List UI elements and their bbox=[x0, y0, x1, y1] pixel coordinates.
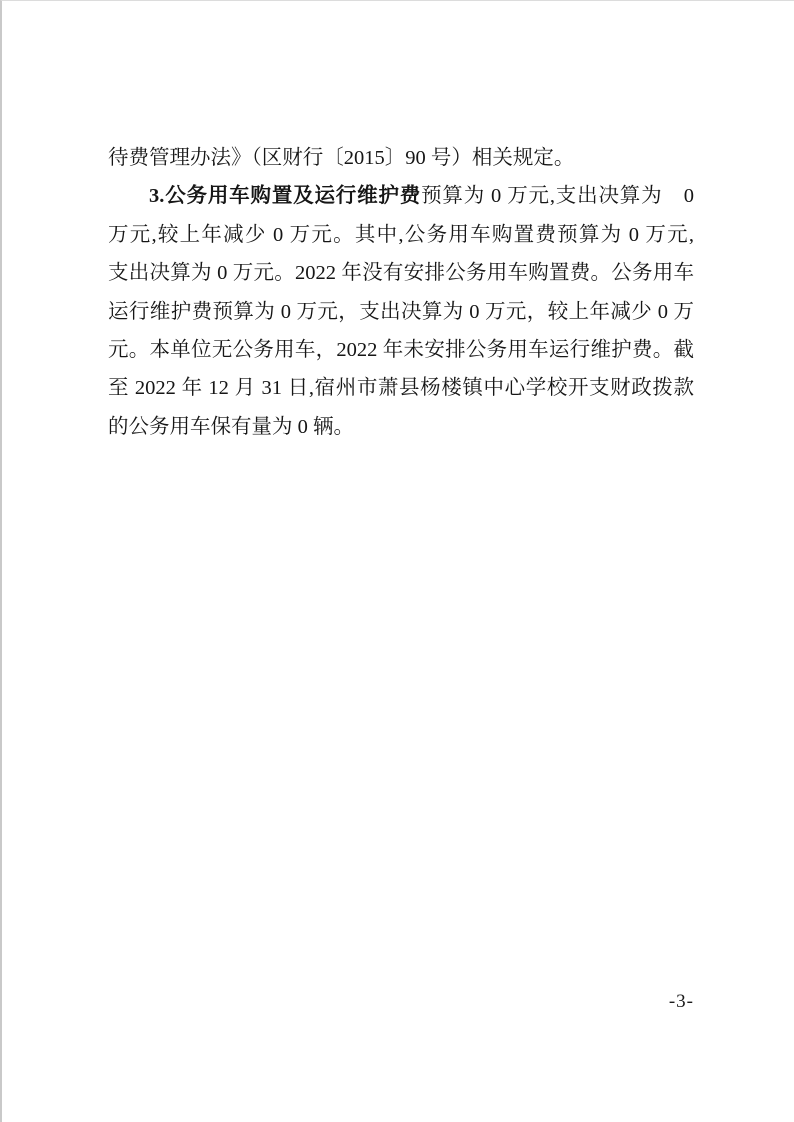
paragraph-2-line-1-text: 预算为 0 万元,支出决算为 0 bbox=[421, 185, 695, 208]
document-body bbox=[108, 139, 694, 446]
section-3-heading: 3.公务用车购置及运行维护费 bbox=[149, 185, 422, 208]
paragraph-2-line-2: 万元,较上年减少 0 万元。其中,公务用车购置费预算为 0 万元, bbox=[108, 223, 694, 246]
paragraph-2-line-6: 至 2022 年 12 月 31 日,宿州市萧县杨楼镇中心学校开支财政拨款 bbox=[108, 377, 694, 400]
paragraph-2-line-3: 支出决算为 0 万元。2022 年没有安排公务用车购置费。公务用车 bbox=[108, 262, 694, 285]
paragraph-2-line-7: 的公务用车保有量为 0 辆。 bbox=[108, 415, 354, 438]
paragraph-2-line-1 bbox=[108, 177, 694, 215]
paragraph-2-line-5: 元。本单位无公务用车，2022 年未安排公务用车运行维护费。截 bbox=[108, 338, 694, 361]
paragraph-1-tail: 待费管理办法》（区财行〔2015〕90 号）相关规定。 bbox=[108, 147, 575, 169]
paragraph-2-line-4: 运行维护费预算为 0 万元，支出决算为 0 万元，较上年减少 0 万 bbox=[108, 300, 694, 323]
page-number: -3- bbox=[668, 991, 694, 1012]
